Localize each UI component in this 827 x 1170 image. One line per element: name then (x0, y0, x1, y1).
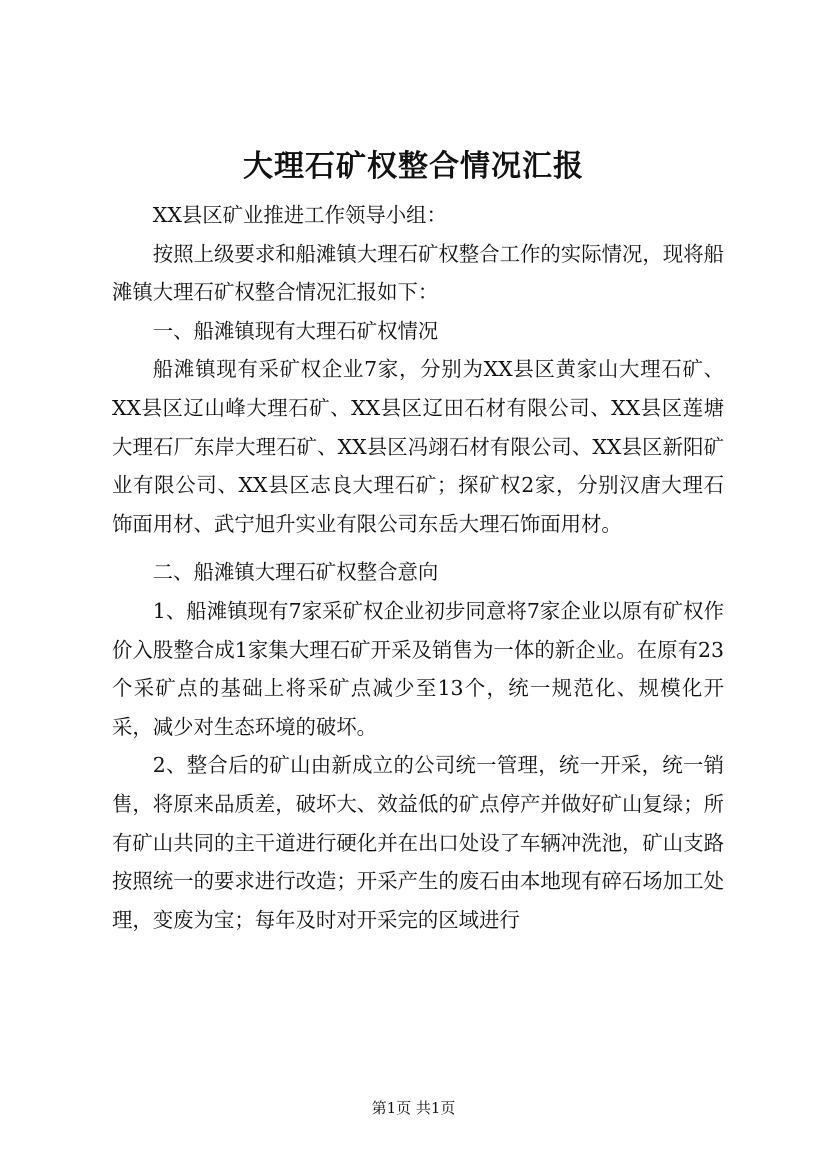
document-body (112, 196, 724, 939)
paragraph-current-rights: 船滩镇现有采矿权企业7家，分别为XX县区黄家山大理石矿、XX县区辽山峰大理石矿、XX县区辽田石材有限公司、XX县区莲塘大理石厂东岸大理石矿、XX县区冯翊石材有限公司、XX县区新阳矿业有限公司、XX县区志良大理石矿；探矿权2家，分别汉唐大理石饰面用材、武宁旭升实业有限公司东岳大理石饰面用材。 (112, 357, 724, 536)
paragraph-item-1: 1、船滩镇现有7家采矿权企业初步同意将7家企业以原有矿权作价入股整合成1家集大理石矿开采及销售为一体的新企业。在原有23个采矿点的基础上将采矿点减少至13个，统一规范化、规模化开采，减少对生态环境的破坏。 (112, 598, 724, 739)
section-heading-1: 一、船滩镇现有大理石矿权情况 (152, 318, 439, 343)
paragraph-item-2: 2、整合后的矿山由新成立的公司统一管理，统一开采，统一销售，将原来品质差，破坏大、效益低的矿点停产并做好矿山复绿；所有矿山共同的主干道进行硬化并在出口处设了车辆冲洗池，矿山支路按照统一的要求进行改造；开采产生的废石由本地现有碎石场加工处理，变废为宝；每年及时对开采完的区域进行 (112, 753, 724, 932)
document-title: 大理石矿权整合情况汇报 (243, 149, 584, 184)
section-heading-2: 二、船滩镇大理石矿权整合意向 (152, 560, 439, 585)
salutation: XX县区矿业推进工作领导小组： (152, 203, 447, 227)
paragraph-intro: 按照上级要求和船滩镇大理石矿权整合工作的实际情况，现将船滩镇大理石矿权整合情况汇报如下： (112, 241, 724, 305)
page-footer: 第1页 共1页 (371, 1099, 456, 1117)
